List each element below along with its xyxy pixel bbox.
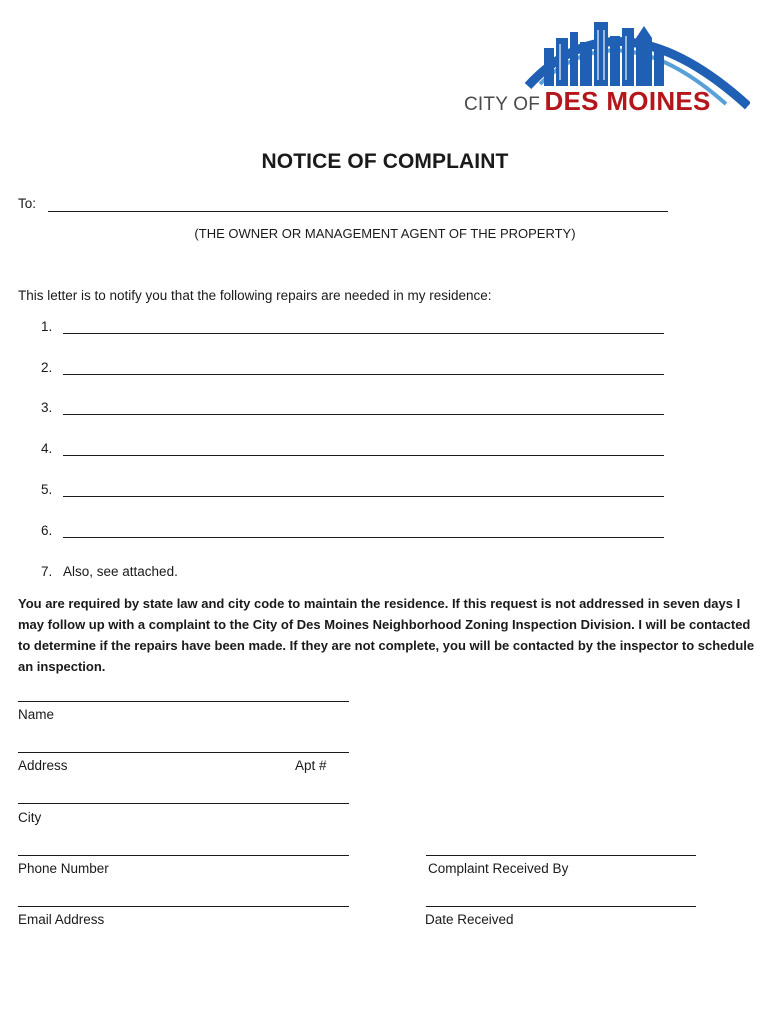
city-logo [458,8,750,116]
phone-line[interactable] [18,855,349,856]
address-line[interactable] [18,752,349,753]
repair-line-3[interactable] [63,414,664,415]
email-label: Email Address [18,912,105,927]
name-label: Name [18,707,55,722]
to-caption: (THE OWNER OR MANAGEMENT AGENT OF THE PROPERTY) [194,226,576,241]
date-received-line[interactable] [426,906,696,907]
repair-item-7-text: Also, see attached. [63,564,178,579]
email-line[interactable] [18,906,349,907]
phone-label: Phone Number [18,861,109,876]
intro-text: This letter is to notify you that the following repairs are needed in my residence: [18,288,492,303]
apt-label: Apt # [295,758,327,773]
complaint-received-by-label: Complaint Received By [428,861,569,876]
name-line[interactable] [18,701,349,702]
address-label: Address [18,758,68,773]
notice-paragraph: You are required by state law and city code to maintain the residence. If this request is not addressed in seven days I may follow up with a complaint to the City of Des Moines Neighborhood Zoning Inspection Division. I will be contacted to determine if the repairs have been made. If they are not complete, you will be contacted by the inspector to schedule an inspection. [18,596,755,674]
to-label: To: [18,196,37,211]
logo-city-of: CITY OF [464,94,540,115]
city-line[interactable] [18,803,349,804]
repair-line-4[interactable] [63,455,664,456]
complaint-received-by-line[interactable] [426,855,696,856]
repair-num-1: 1. [41,319,53,334]
logo-des-moines: DES MOINES [544,86,711,116]
date-received-label: Date Received [425,912,514,927]
repair-num-3: 3. [41,400,53,415]
logo-wordmark [464,86,711,117]
to-field-line[interactable] [48,211,668,212]
city-label: City [18,810,42,825]
repair-line-5[interactable] [63,496,664,497]
repair-num-4: 4. [41,441,53,456]
repair-num-5: 5. [41,482,53,497]
repair-line-6[interactable] [63,537,664,538]
page-title: NOTICE OF COMPLAINT [261,150,509,173]
repair-num-2: 2. [41,360,53,375]
repair-num-7: 7. [41,564,53,579]
repair-line-2[interactable] [63,374,664,375]
repair-num-6: 6. [41,523,53,538]
repair-line-1[interactable] [63,333,664,334]
